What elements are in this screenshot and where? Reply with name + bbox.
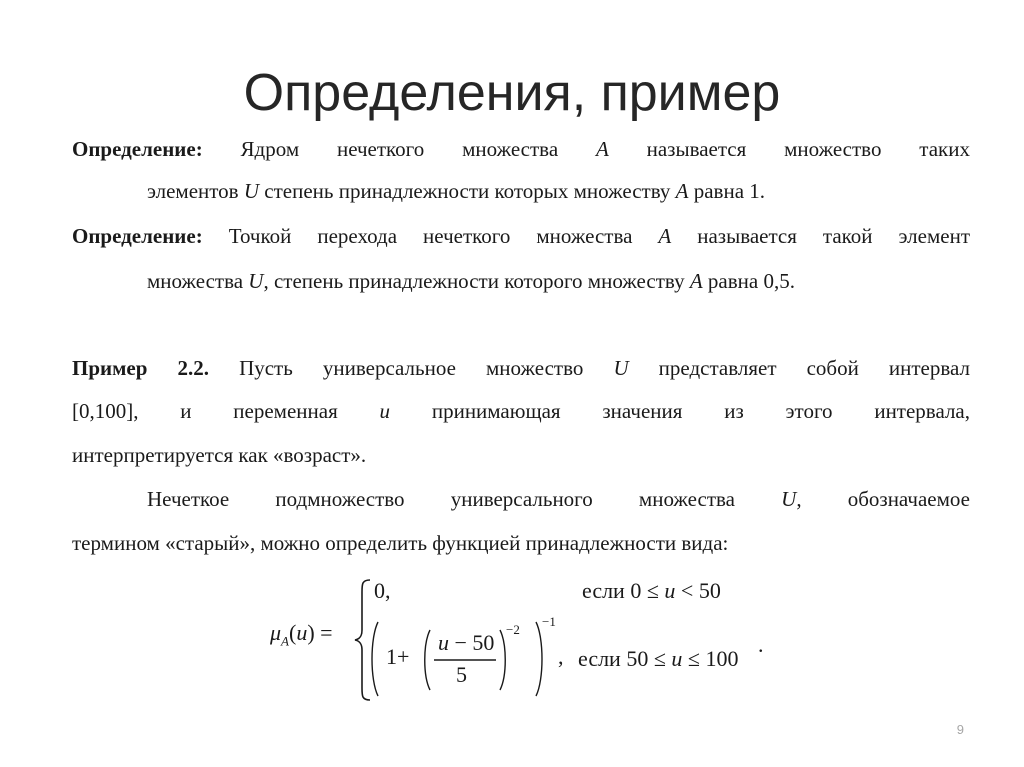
case-2-condition xyxy=(578,646,738,672)
formula-end-dot: . xyxy=(758,632,764,657)
case-1-cond-word: если 0 ≤ xyxy=(582,578,665,603)
case-1-condition xyxy=(582,578,721,604)
slide-title: Определения, пример xyxy=(243,64,781,122)
case-1-value: 0, xyxy=(374,578,391,603)
definition-2-var-u: U xyxy=(248,269,264,293)
example-l4-var-u: U xyxy=(781,487,797,511)
definition-1-l2-mid: степень принадлежности которых множеству xyxy=(259,179,676,203)
definition-2-l2-start: множества xyxy=(147,269,249,293)
example-line-3: интерпретируется как «возраст». xyxy=(72,443,367,467)
example-l2-end: принимающая значения из этого интервала, xyxy=(390,399,970,423)
example-l2-start: [0,100], и переменная xyxy=(72,399,380,423)
definition-2-l2-mid: , степень принадлежности которого множеству xyxy=(263,269,690,293)
example-l4-start: Нечеткое подмножество универсального множества xyxy=(147,487,782,511)
case-2-inner-exponent: −2 xyxy=(506,622,520,637)
example-var-small-u: u xyxy=(379,399,391,423)
formula-sub-a: A xyxy=(281,633,289,649)
example-l1-end: представляет собой интервал xyxy=(628,356,970,380)
membership-function-formula xyxy=(260,572,800,702)
definition-2-text-end: называется такой элемент xyxy=(671,224,970,248)
formula-arg-u: u xyxy=(296,620,308,645)
definition-2-var-a2: A xyxy=(689,269,703,293)
formula-arg-open: ( xyxy=(289,620,297,645)
formula-arg-close: ) = xyxy=(307,620,333,645)
case-2-num-var: u xyxy=(438,630,449,655)
case-2-one-plus: 1+ xyxy=(386,644,410,669)
definition-1-var-a2: A xyxy=(675,179,689,203)
definition-1-text-end: называется множество таких xyxy=(608,137,970,161)
definition-1-text: Ядром нечеткого множества xyxy=(202,137,596,161)
case-2-numerator xyxy=(438,630,494,656)
definition-1-l2-end: равна 1. xyxy=(688,179,766,203)
definition-2-line-1 xyxy=(72,215,970,257)
page-number: 9 xyxy=(956,722,964,737)
example-line-4 xyxy=(147,478,970,520)
case-2-cond-word: если 50 ≤ xyxy=(578,646,672,671)
definition-2-l2-end: равна 0,5. xyxy=(702,269,795,293)
example-line-1 xyxy=(72,347,970,389)
definition-1-var-a: A xyxy=(595,137,609,161)
definition-1-var-u: U xyxy=(243,179,260,203)
definition-2-line-2 xyxy=(147,260,795,302)
case-2-cond-var: u xyxy=(671,646,683,671)
definition-2-text: Точкой перехода нечеткого множества xyxy=(202,224,659,248)
case-1-cond-var: u xyxy=(664,578,676,603)
example-line-5: термином «старый», можно определить функцией принадлежности вида: xyxy=(72,531,729,555)
definition-2-var-a: A xyxy=(658,224,672,248)
example-l1-text: Пусть универсальное множество xyxy=(209,356,614,380)
case-2-outer-exponent: −1 xyxy=(542,614,556,629)
definition-1-line-1 xyxy=(72,128,970,170)
definition-1-label: Определение: xyxy=(72,137,203,161)
example-l4-end: , обозначаемое xyxy=(796,487,970,511)
case-2-cond-end: ≤ 100 xyxy=(682,646,739,671)
case-1-cond-end: < 50 xyxy=(675,578,721,603)
case-2-num-end: − 50 xyxy=(449,630,495,655)
case-2-comma: , xyxy=(558,644,564,669)
formula-mu: μ xyxy=(270,620,282,645)
definition-2-label: Определение: xyxy=(72,224,203,248)
example-label: Пример 2.2. xyxy=(72,356,209,380)
example-line-2 xyxy=(72,390,970,432)
case-2-denominator: 5 xyxy=(456,662,467,687)
formula-lhs xyxy=(270,620,333,649)
definition-1-line-2 xyxy=(147,170,765,212)
definition-1-l2-start: элементов xyxy=(147,179,244,203)
example-var-u: U xyxy=(613,356,629,380)
